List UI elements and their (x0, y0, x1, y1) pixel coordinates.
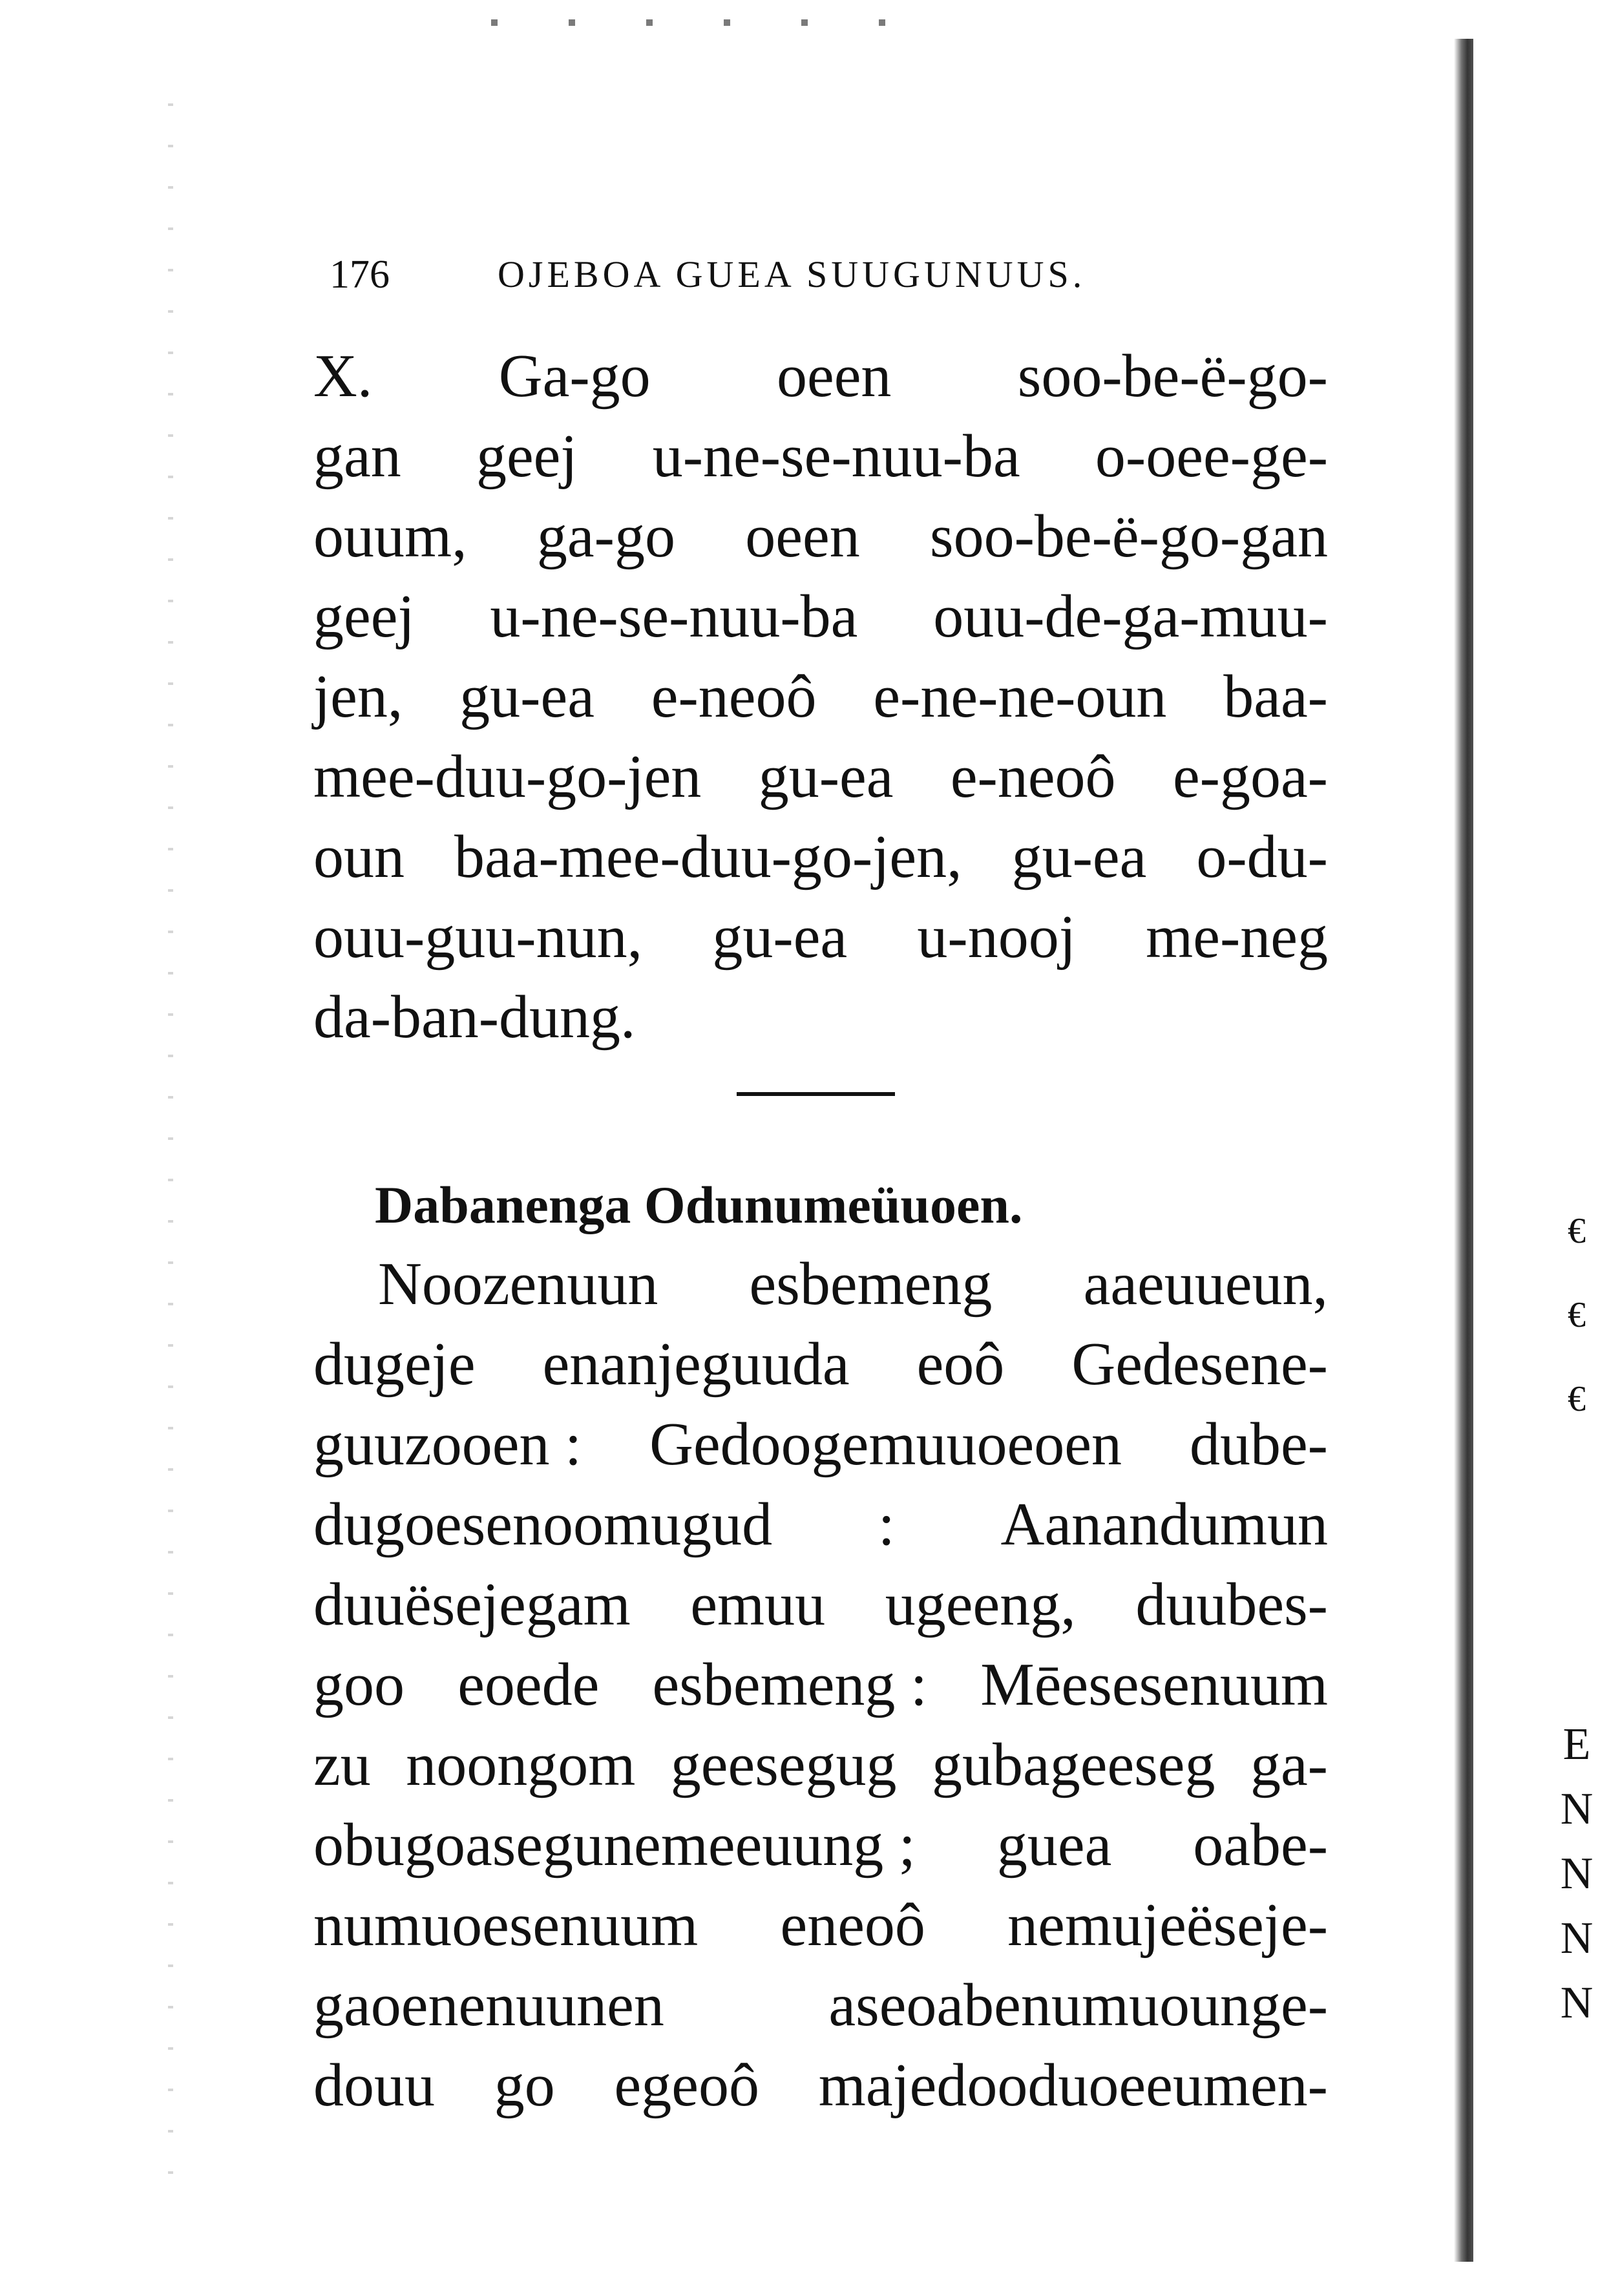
word: u-ne-se-nuu-ba (652, 423, 1020, 490)
word: u-nooj (917, 903, 1076, 971)
word: geej (476, 423, 578, 490)
margin-glyphs (1557, 1189, 1596, 1441)
word: X. (313, 342, 373, 410)
text-line (313, 977, 1328, 1057)
word: egeoô (614, 2052, 759, 2119)
word: ga-go (536, 503, 675, 570)
word: obugoasegunemeeuung ; (313, 1811, 916, 1879)
margin-letters (1551, 1712, 1603, 2036)
text-line (313, 576, 1328, 657)
word: jen, (313, 663, 403, 730)
paragraph-x (313, 336, 1328, 1057)
text-line (313, 1805, 1328, 1885)
margin-letter: N (1560, 1849, 1594, 1899)
word: oun (313, 823, 405, 890)
text-line (313, 1645, 1328, 1725)
text-line (313, 1244, 1328, 1324)
word: dugoesenoomugud (313, 1491, 773, 1558)
margin-glyph: € (1568, 1211, 1586, 1251)
word: aseoabenumuounge- (828, 1972, 1328, 2039)
text-line (313, 496, 1328, 576)
word: soo-be-ë-go-gan (930, 503, 1328, 570)
word: o-du- (1196, 823, 1328, 890)
word: goo (313, 1651, 405, 1718)
margin-letter: N (1560, 1784, 1594, 1834)
word: numuoesenuum (313, 1891, 699, 1959)
word: douu (313, 2052, 435, 2119)
margin-letter: E (1562, 1720, 1591, 1769)
text-line (313, 1965, 1328, 2045)
word: Ga-go (498, 342, 651, 410)
word: gubageeseg (932, 1731, 1215, 1798)
word: gaoenenuunen (313, 1972, 664, 2039)
text-line (313, 737, 1328, 817)
text-line (313, 817, 1328, 897)
word: ouum, (313, 503, 467, 570)
word: oeen (776, 342, 892, 410)
word: ouu-de-ga-muu- (933, 583, 1328, 650)
text-line (313, 336, 1328, 416)
word: dube- (1189, 1411, 1328, 1478)
word: baa-mee-duu-go-jen, (454, 823, 962, 890)
word: nemujeëseje- (1007, 1891, 1328, 1959)
word: emuu (690, 1571, 826, 1638)
word: duubes- (1135, 1571, 1328, 1638)
word: soo-be-ë-go- (1017, 342, 1328, 410)
text-line (313, 1404, 1328, 1484)
word: eoede (458, 1651, 600, 1718)
margin-glyph: € (1568, 1295, 1586, 1335)
text-line (313, 1725, 1328, 1805)
text-line (313, 416, 1328, 496)
word: geesegug (670, 1731, 897, 1798)
word: o-oee-ge- (1095, 423, 1328, 490)
word: gu-ea (758, 743, 894, 810)
word: majedooduoeeumen- (818, 2052, 1328, 2119)
word: eneoô (780, 1891, 925, 1959)
word: oeen (745, 503, 860, 570)
word: geej (313, 583, 415, 650)
margin-letter: N (1560, 1913, 1594, 1963)
word: enanjeguuda (542, 1331, 850, 1398)
text-line (313, 1484, 1328, 1564)
right-page-edge (1454, 39, 1473, 2262)
word: eoô (916, 1331, 1005, 1398)
text-line (313, 1324, 1328, 1404)
left-page-gutter (168, 65, 173, 2197)
word: esbemeng : (652, 1651, 928, 1718)
page-number: 176 (330, 253, 390, 297)
word: e-neoô (950, 743, 1116, 810)
text-line (313, 897, 1328, 977)
word: oabe- (1193, 1811, 1328, 1879)
word: ugeeng, (885, 1571, 1076, 1638)
word: esbemeng (749, 1250, 993, 1318)
paragraph-2 (313, 1244, 1328, 2125)
word: Noozenuun (378, 1250, 658, 1318)
word: da-ban-dung. (313, 984, 636, 1051)
word: e-neoô (651, 663, 817, 730)
word: aaeuueun, (1083, 1250, 1328, 1318)
word: gu-ea (459, 663, 594, 730)
word: noongom (406, 1731, 636, 1798)
print-marks (491, 19, 905, 26)
word: e-ne-ne-oun (873, 663, 1167, 730)
word: dugeje (313, 1331, 476, 1398)
word: go (494, 2052, 555, 2119)
word: gu-ea (712, 903, 848, 971)
word: : (878, 1491, 895, 1558)
word: gu-ea (1011, 823, 1147, 890)
margin-glyph: € (1568, 1379, 1586, 1419)
word: mee-duu-go-jen (313, 743, 702, 810)
word: Gedesene- (1071, 1331, 1328, 1398)
word: duuësejegam (313, 1571, 631, 1638)
word: Gedoogemuuoeoen (649, 1411, 1122, 1478)
section-title: Dabanenga Odunumeüuoen. (375, 1175, 1023, 1234)
word: e-goa- (1172, 743, 1328, 810)
margin-letter: N (1560, 1978, 1594, 2028)
page-header (330, 246, 1299, 304)
text-line (313, 2045, 1328, 2125)
word: zu (313, 1731, 371, 1798)
word: Mēesesenuum (980, 1651, 1328, 1718)
word: ouu-guu-nun, (313, 903, 643, 971)
word: me-neg (1146, 903, 1328, 971)
text-line (313, 1885, 1328, 1965)
text-line (313, 1564, 1328, 1645)
word: guea (996, 1811, 1112, 1879)
word: baa- (1223, 663, 1328, 730)
word: Aanandumun (1000, 1491, 1328, 1558)
running-title: OJEBOA GUEA SUUGUNUUS. (498, 253, 1086, 295)
word: ga- (1250, 1731, 1328, 1798)
word: guuzooen : (313, 1411, 582, 1478)
word: u-ne-se-nuu-ba (490, 583, 858, 650)
text-line (313, 657, 1328, 737)
section-divider (737, 1092, 895, 1096)
word: gan (313, 423, 401, 490)
